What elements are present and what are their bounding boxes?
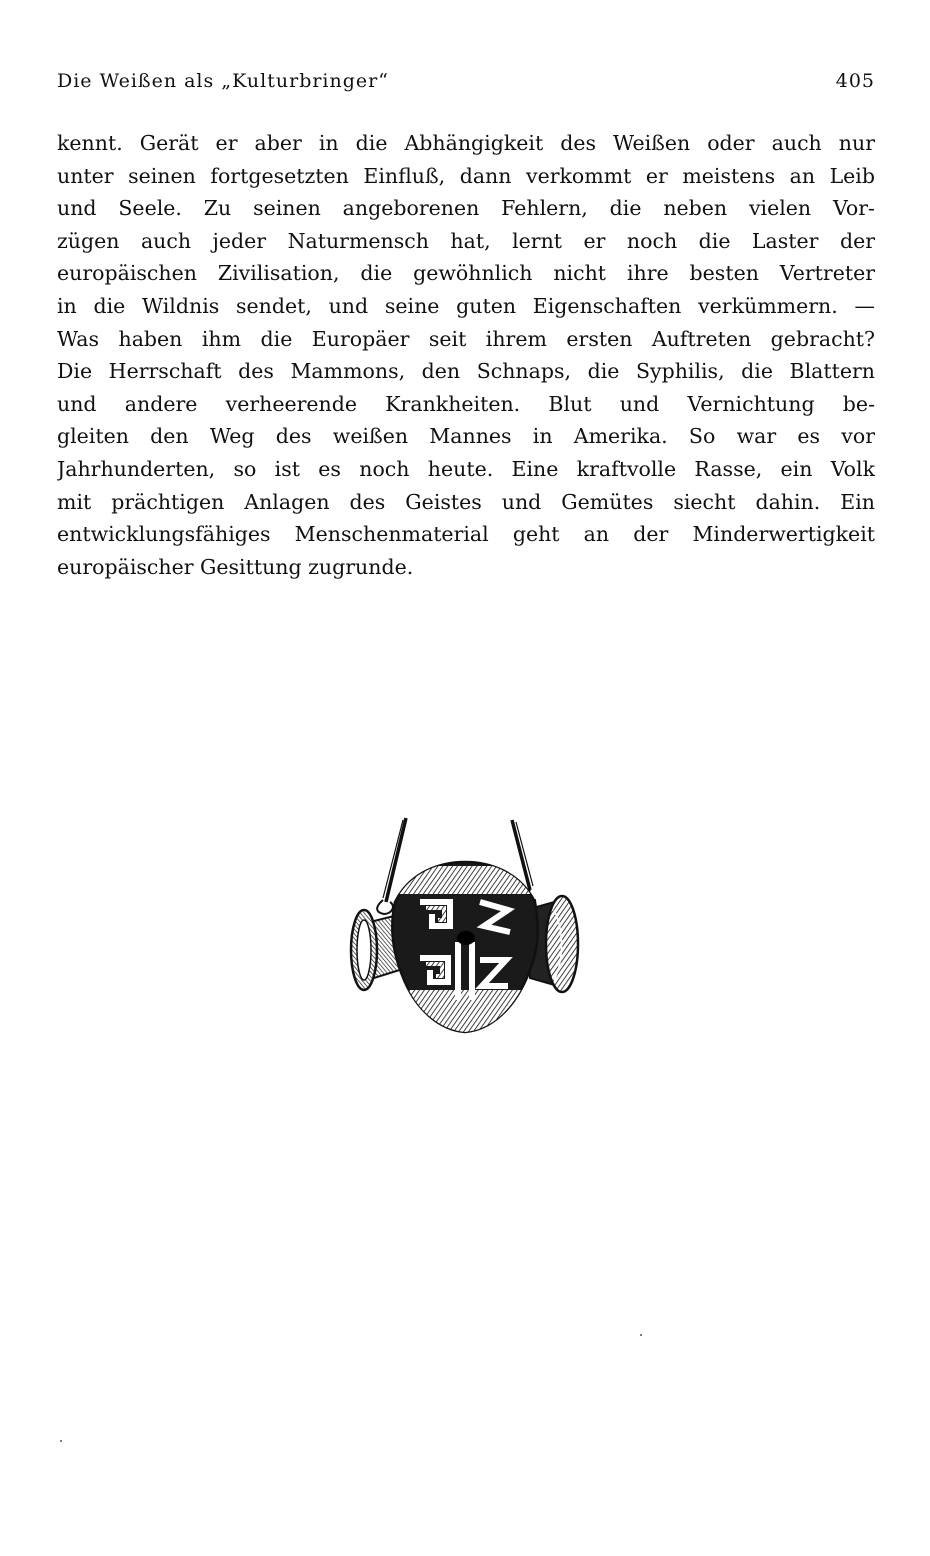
- text-line: Jahrhunderten, so ist es noch heute. Eine kraftvolle Rasse, ein Volk: [57, 456, 875, 481]
- vessel-dark-spot: [457, 931, 475, 945]
- running-title: Die Weißen als „Kulturbringer“: [57, 70, 389, 92]
- text-line: mit prächtigen Anlagen des Geistes und Gemütes siecht dahin. Ein: [57, 489, 875, 514]
- running-head: [57, 70, 875, 100]
- text-line: entwicklungsfähiges Menschenmaterial geht an der Minderwertigkeit: [57, 522, 875, 547]
- text-line: europäischen Zivilisation, die gewöhnlich nicht ihre besten Vertreter: [57, 261, 875, 286]
- text-line: Was haben ihm die Europäer seit ihrem ersten Auftreten gebracht?: [57, 326, 875, 351]
- text-line: in die Wildnis sendet, und seine guten Eigenschaften verkümmern. —: [57, 293, 875, 318]
- text-line: europäischer Gesittung zugrunde.: [57, 554, 414, 579]
- vessel-body: [380, 862, 550, 1040]
- specks: [640, 1334, 642, 1336]
- text-line: gleiten den Weg des weißen Mannes in Amerika. So war es vor: [57, 424, 875, 449]
- specks: [60, 1440, 62, 1442]
- body-text: [57, 127, 875, 583]
- text-line: zügen auch jeder Naturmensch hat, lernt er noch die Laster der: [57, 228, 875, 253]
- text-line: und andere verheerende Krankheiten. Blut und Vernichtung be-: [57, 391, 875, 416]
- decorated-vessel-figure: [340, 810, 585, 1040]
- decorated-vessel-icon: [340, 810, 585, 1040]
- text-line: Die Herrschaft des Mammons, den Schnaps, die Syphilis, die Blattern: [57, 359, 875, 384]
- text-line: unter seinen fortgesetzten Einfluß, dann verkommt er meistens an Leib: [57, 163, 875, 188]
- text-line: und Seele. Zu seinen angeborenen Fehlern, die neben vielen Vor-: [57, 196, 875, 221]
- page-number: 405: [835, 70, 875, 92]
- text-line: kennt. Gerät er aber in die Abhängigkeit des Weißen oder auch nur: [57, 131, 875, 155]
